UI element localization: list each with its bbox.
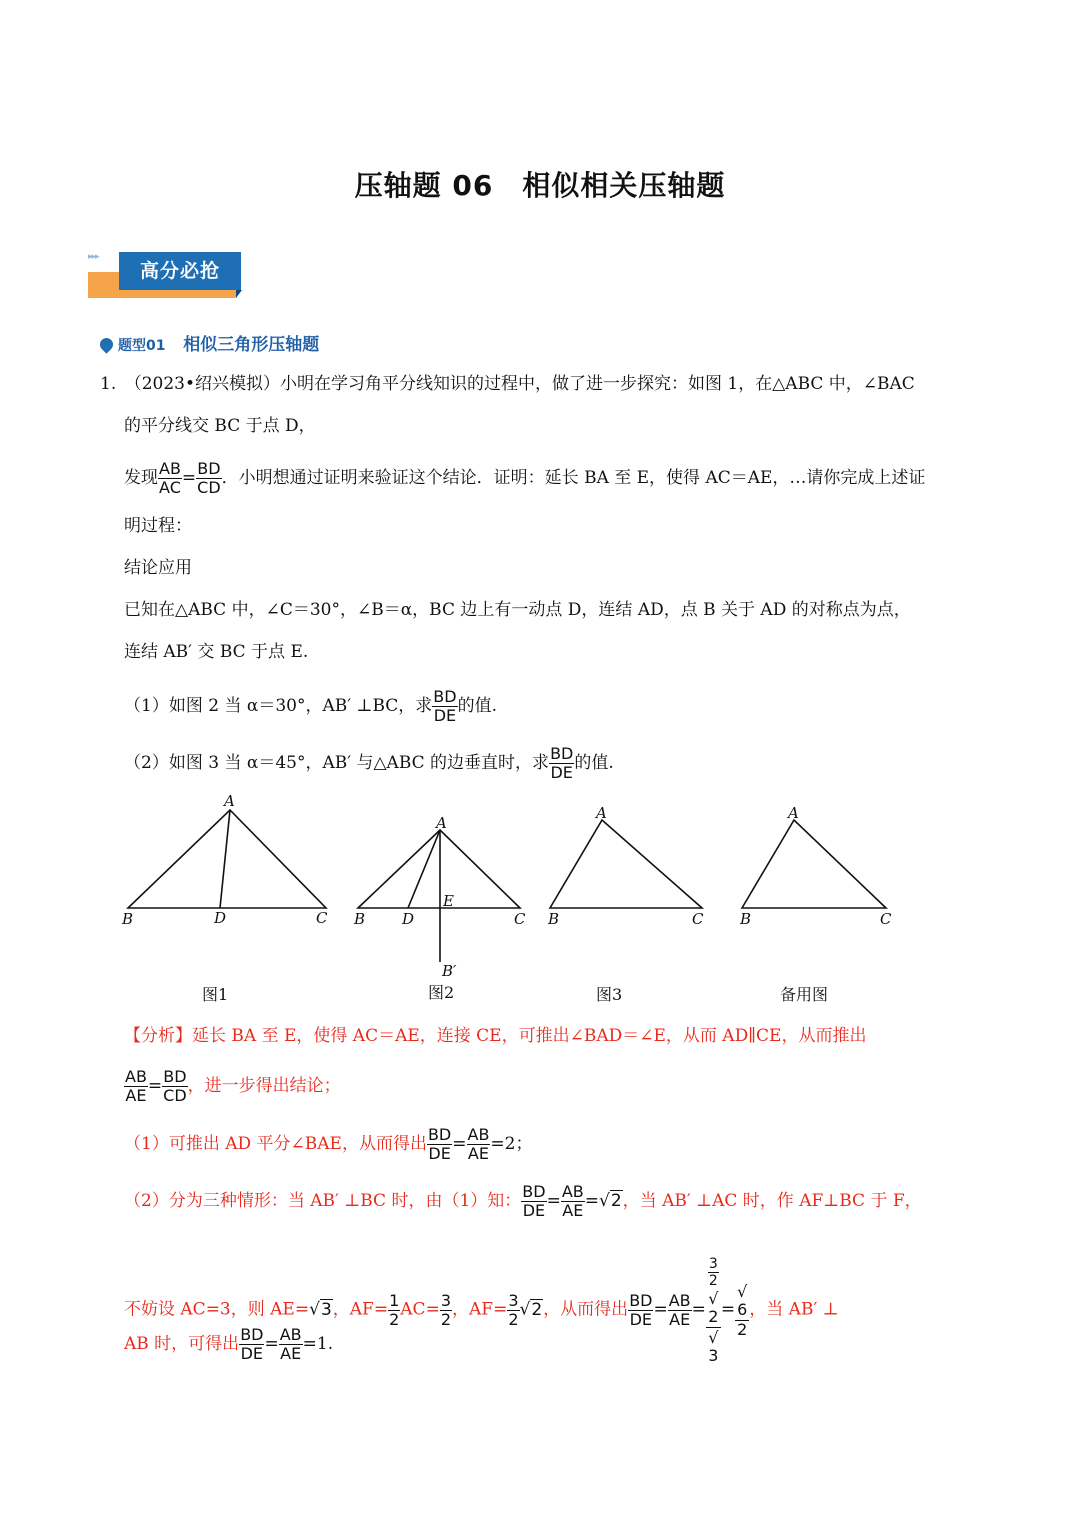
question-1: [124, 688, 497, 725]
figure-2-label-c: C: [514, 910, 526, 928]
section-banner: 高分必抢: [119, 252, 241, 290]
problem-line-3: 发现 $\frac{AB}{AC}$ = $\frac{BD}{CD}$ ．小明想通过证明来验证这个结论．证明：延长 BA 至 E，使得 AC＝AE，…请你完成上述证: [124, 459, 926, 497]
figure-3-triangle: [550, 820, 702, 908]
figure-2-label-b: B: [354, 910, 366, 928]
banner-fold: [236, 290, 242, 298]
sqrt-2: √2: [519, 1299, 543, 1320]
figure-1-bisector: [220, 810, 230, 908]
fraction-ab-ae: $\frac{AB}{AE}$: [668, 1290, 691, 1329]
problem-line-7: 连结 AB′ 交 BC 于点 E.: [124, 642, 309, 662]
figure-1-label-c: C: [316, 909, 328, 927]
figure-1-caption: 图1: [202, 985, 229, 1004]
question-2: [124, 745, 614, 782]
figure-2-label-e: E: [443, 892, 454, 910]
analysis-line-2: $\frac{AB}{AE}$ = $\frac{BD}{CD}$ ，进一步得出结论；: [125, 1067, 341, 1105]
figure-2-triangle: [358, 830, 520, 908]
fraction-ab-ae: $\frac{AB}{AE}$: [125, 1067, 147, 1105]
figure-4-caption: 备用图: [780, 985, 829, 1004]
figure-1-label-b: B: [122, 910, 134, 928]
figure-3-caption: 图3: [596, 985, 623, 1004]
figure-4-triangle: [742, 820, 886, 908]
figure-1-triangle: [128, 810, 326, 908]
fraction-bd-de: $\frac{BD}{DE}$: [240, 1325, 264, 1363]
fraction-ab-ae: $\frac{AB}{AE}$: [561, 1182, 584, 1220]
problem-line-2: 的平分线交 BC 于点 D，: [124, 416, 316, 436]
location-pin-icon: [97, 335, 115, 353]
fraction-ab-ae: $\frac{AB}{AE}$: [279, 1325, 302, 1363]
problem-line-4: 明过程：: [124, 516, 192, 536]
fraction-3-2: $\frac{3}{2}$: [440, 1290, 451, 1329]
question-2-text: （2）如图 3 当 α＝45°，AB′ 与△ABC 的边垂直时，求: [124, 753, 550, 773]
fraction-bd-cd: $\frac{BD}{CD}$: [197, 459, 221, 497]
analysis-line-4: （2）分为三种情形：当 AB′ ⊥BC 时，由（1）知： $\frac{BD}{DE}$ = $\frac{AB}{AE}$ =√2，当 AB′ ⊥AC 时，作 AF⊥BC 于 F，: [124, 1182, 922, 1220]
fraction-bd-de: $\frac{BD}{DE}$: [433, 687, 457, 725]
question-2-tail: 的值.: [574, 753, 614, 773]
figure-3-label-b: B: [548, 910, 560, 928]
fraction-bd-de: $\frac{BD}{DE}$: [629, 1290, 653, 1329]
problem-text: ．小明想通过证明来验证这个结论．证明：延长 BA 至 E，使得 AC＝AE，…请你完成上述证: [221, 468, 926, 488]
figure-3-label-c: C: [692, 910, 704, 928]
figure-3-label-a: A: [596, 804, 607, 822]
figure-2-caption: 图2: [428, 983, 455, 1002]
fraction-3-2: $\frac{3}{2}$: [508, 1290, 519, 1329]
problem-line-6: 已知在△ABC 中，∠C＝30°，∠B＝α，BC 边上有一动点 D，连结 AD，点 B 关于 AD 的对称点为点，: [124, 600, 911, 620]
figure-2-segment-ad: [408, 830, 440, 908]
analysis-line-6: AB 时，可得出 $\frac{BD}{DE}$ = $\frac{AB}{AE}$ =1.: [124, 1325, 334, 1363]
figures: [110, 790, 910, 1010]
figure-2-label-b-prime: B′: [442, 962, 457, 980]
analysis-line-5: 不妨设 AC=3，则 AE=√3，AF= $\frac{1}{2}$ AC= $\frac{3}{2}$ ，AF= $\frac{3}{2}$ √2，从而得出 $\frac{BD}{DE}$ = $\frac{AB}{AE}$ = 3 2 √ 2 √ 3 = √ 6 2 ，当 AB′ ⊥: [124, 1256, 839, 1365]
fraction-ab-ac: $\frac{AB}{AC}$: [159, 459, 181, 497]
fraction-bd-de: $\frac{BD}{DE}$: [427, 1125, 452, 1163]
question-1-tail: 的值.: [457, 696, 497, 716]
figure-4-label-b: B: [740, 910, 752, 928]
figure-2-label-d: D: [402, 910, 415, 928]
fraction-root6-2: √ 6 2: [737, 1281, 748, 1339]
sqrt-2: √2: [599, 1191, 622, 1211]
banner-arrows-icon: ▸▸▸: [88, 252, 99, 262]
problem-text: 发现: [124, 468, 158, 488]
problem-line-1: 1. （2023•绍兴模拟）小明在学习角平分线知识的过程中，做了进一步探究：如图 1，在△ABC 中，∠BAC: [100, 374, 915, 394]
question-type-number: 题型01: [118, 338, 166, 354]
fraction-1-2: $\frac{1}{2}$: [389, 1290, 400, 1329]
fraction-bd-cd: $\frac{BD}{CD}$: [163, 1067, 187, 1105]
fraction-ab-ae: $\frac{AB}{AE}$: [467, 1125, 490, 1163]
sqrt-3: √3: [309, 1299, 332, 1320]
figure-2-label-a: A: [436, 814, 447, 832]
question-1-text: （1）如图 2 当 α＝30°，AB′ ⊥BC，求: [124, 696, 433, 716]
question-type-label: 相似三角形压轴题: [183, 335, 320, 355]
figure-1-label-d: D: [214, 909, 227, 927]
problem-line-5: 结论应用: [124, 558, 192, 578]
fraction-bd-de: $\frac{BD}{DE}$: [522, 1182, 546, 1220]
figure-4-label-a: A: [788, 804, 799, 822]
figure-1-label-a: A: [224, 792, 235, 810]
page-title: 压轴题 06 相似相关压轴题: [354, 169, 726, 202]
fraction-bd-de: $\frac{BD}{DE}$: [550, 744, 574, 782]
analysis-line-1: 【分析】延长 BA 至 E，使得 AC＝AE，连接 CE，可推出∠BAD＝∠E，从而 AD∥CE，从而推出: [124, 1026, 867, 1046]
figure-4-label-c: C: [880, 910, 892, 928]
question-type-heading: [100, 330, 319, 355]
analysis-line-3: （1）可推出 AD 平分∠BAE，从而得出 $\frac{BD}{DE}$ = $\frac{AB}{AE}$ =2；: [124, 1125, 533, 1163]
fraction-3root2-over-root3: 3 2 √ 2 √ 3: [706, 1254, 721, 1366]
